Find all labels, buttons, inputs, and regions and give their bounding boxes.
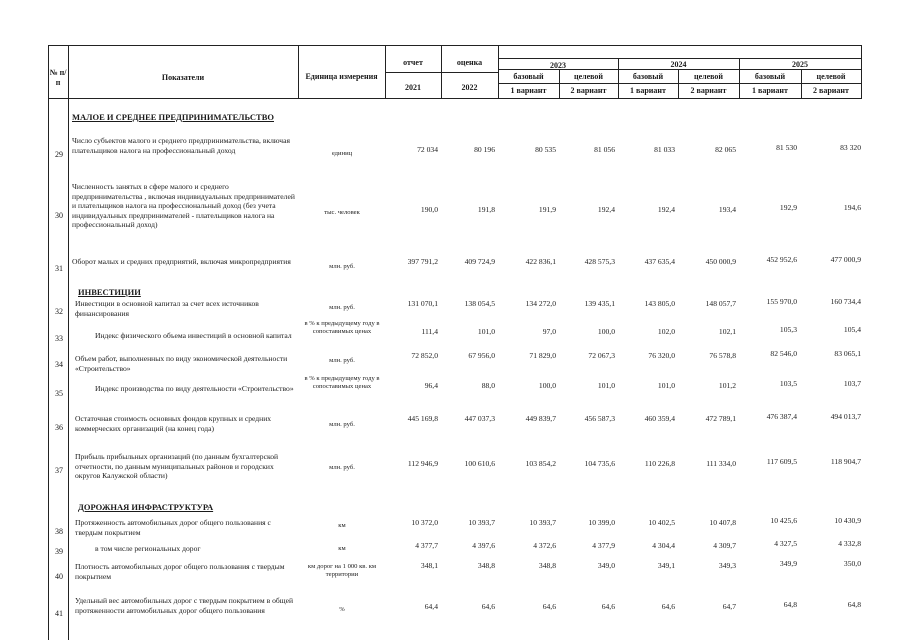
indicator-name: Удельный вес автомобильных дорог с твердым покрытием в общей протяженности автомобильных дорог общего пользования [75,596,294,615]
value-cell: 450 000,9 [705,257,736,266]
header-year-2021: 2021 [405,83,421,92]
indicator-name: Инвестиции в основной капитал за счет всех источников финансирования [75,299,259,318]
value-cell: 64,6 [481,602,495,611]
value-cell: 160 734,4 [830,297,861,306]
value-cell: 105,3 [779,325,797,334]
value-cell: 72 067,3 [588,351,615,360]
section-small-business: МАЛОЕ И СРЕДНЕЕ ПРЕДПРИНИМАТЕЛЬСТВО [72,112,274,122]
header-base-2025: базовый [754,72,786,81]
value-cell: 191,9 [538,205,556,214]
row-number: 38 [55,527,63,536]
value-cell: 111,4 [421,327,438,336]
value-cell: 101,0 [657,381,675,390]
unit-of-measure: в % к предыдущему году в сопоставимых ценах [304,375,380,390]
header-year-2024: 2024 [670,60,687,69]
row-number: 36 [55,423,63,432]
header-base-2023: базовый [513,72,544,81]
value-cell: 456 587,3 [584,414,615,423]
value-cell: 111 334,0 [706,459,736,468]
value-cell: 349,9 [779,559,797,568]
section-roads: ДОРОЖНАЯ ИНФРАСТРУКТУРА [78,502,214,512]
value-cell: 96,4 [424,381,438,390]
value-cell: 477 000,9 [830,255,861,264]
value-cell: 103,7 [843,379,861,388]
value-cell: 437 635,4 [644,257,675,266]
indicator-name: Индекс производства по виду деятельности «Строительство» [95,384,294,393]
header-var1-2023: 1 вариант [510,86,547,95]
value-cell: 409 724,9 [464,257,495,266]
value-cell: 72 852,0 [411,351,438,360]
value-cell: 190,0 [420,205,438,214]
value-cell: 348,8 [477,561,495,570]
value-cell: 10 399,0 [588,518,615,527]
value-cell: 103 854,2 [525,459,556,468]
table-border-top [48,45,862,46]
value-cell: 143 805,0 [644,299,675,308]
value-cell: 118 904,7 [830,457,861,466]
value-cell: 101,0 [597,381,615,390]
value-cell: 104 735,6 [584,459,615,468]
value-cell: 4 397,6 [472,541,495,550]
indicator-name: в том числе региональных дорог [95,544,201,553]
value-cell: 81 530 [776,143,797,152]
row-number: 41 [55,609,63,618]
header-year-2023: 2023 [550,61,566,70]
unit-of-measure: в % к предыдущему году в сопоставимых ценах [304,320,380,335]
value-cell: 76 578,8 [709,351,736,360]
value-cell: 192,9 [779,203,797,212]
unit-of-measure: млн. руб. [329,464,355,471]
row-number: 30 [55,211,63,220]
value-cell: 191,8 [477,205,495,214]
value-cell: 428 575,3 [584,257,615,266]
header-no: № п/п [49,68,67,87]
value-cell: 64,6 [661,602,675,611]
value-cell: 67 956,0 [468,351,495,360]
value-cell: 103,5 [779,379,797,388]
value-cell: 447 037,3 [464,414,495,423]
value-cell: 4 304,4 [652,541,675,550]
header-target-2025: целевой [816,72,846,81]
value-cell: 350,0 [843,559,861,568]
value-cell: 10 393,7 [468,518,495,527]
row-number: 32 [55,307,63,316]
indicator-name: Численность занятых в сфере малого и среднего предпринимательства , включая индивидуальных предпринимателей и плательщиков налога на профессиональный доход (без учета индивидуальных предпринимателей - плательщиков налога на профессиональный доход) [72,182,295,229]
value-cell: 81 056 [594,145,615,154]
value-cell: 131 070,1 [407,299,438,308]
value-cell: 134 272,0 [525,299,556,308]
unit-of-measure: единиц [331,150,353,157]
indicator-name: Оборот малых и средних предприятий, включая микропредприятия [72,257,291,266]
value-cell: 4 309,7 [713,541,736,550]
header-var1-2025: 1 вариант [752,86,788,95]
value-cell: 81 033 [654,145,675,154]
value-cell: 112 946,9 [407,459,438,468]
header-year-2022: 2022 [461,83,478,92]
value-cell: 10 430,9 [834,516,861,525]
unit-of-measure: млн. руб. [329,357,355,364]
value-cell: 348,8 [538,561,556,570]
value-cell: 192,4 [597,205,615,214]
indicator-name: Прибыль прибыльных организаций (по данным бухгалтерской отчетности, по данным муниципальных районов и городских округов Калужской области) [75,452,279,480]
value-cell: 82 065 [715,145,736,154]
value-cell: 155 970,0 [766,297,797,306]
header-border-bottom [48,98,862,99]
header-var2-2025: 2 вариант [813,86,849,95]
value-cell: 102,1 [718,327,736,336]
value-cell: 476 387,4 [766,412,797,421]
header-var1-2024: 1 вариант [630,86,666,95]
value-cell: 102,0 [657,327,675,336]
header-target-2023: целевой [573,72,604,81]
value-cell: 100,0 [538,381,556,390]
value-cell: 349,0 [597,561,615,570]
value-cell: 100,0 [597,327,615,336]
value-cell: 80 535 [535,145,556,154]
unit-of-measure: тыс. человек [324,209,360,216]
value-cell: 76 320,0 [648,351,675,360]
header-divider [498,58,862,59]
value-cell: 83 320 [840,143,861,152]
value-cell: 100 610,6 [464,459,495,468]
value-cell: 71 829,0 [529,351,556,360]
unit-of-measure: км [338,522,346,529]
row-number: 33 [55,334,63,343]
value-cell: 4 377,9 [592,541,615,550]
header-base-2024: базовый [632,72,664,81]
value-cell: 10 372,0 [411,518,438,527]
value-cell: 97,0 [542,327,556,336]
value-cell: 472 789,1 [705,414,736,423]
indicator-name: Объем работ, выполненных по виду экономической деятельности «Строительство» [75,354,288,373]
row-number: 34 [55,360,63,369]
value-cell: 10 393,7 [529,518,556,527]
value-cell: 64,6 [542,602,556,611]
unit-of-measure: км [338,545,346,552]
value-cell: 4 327,5 [774,539,797,548]
indicator-name: Протяженность автомобильных дорог общего пользования с твердым покрытием [75,518,271,537]
header-unit: Единица измерения [305,72,378,81]
value-cell: 10 425,6 [770,516,797,525]
value-cell: 110 226,8 [644,459,675,468]
unit-of-measure: млн. руб. [329,263,355,270]
value-cell: 64,8 [847,600,861,609]
row-number: 35 [55,389,63,398]
value-cell: 80 196 [474,145,495,154]
value-cell: 422 836,1 [525,257,556,266]
value-cell: 82 546,0 [770,349,797,358]
value-cell: 101,2 [718,381,736,390]
value-cell: 139 435,1 [584,299,615,308]
value-cell: 64,7 [722,602,736,611]
value-cell: 192,4 [657,205,675,214]
value-cell: 64,6 [601,602,615,611]
value-cell: 460 359,4 [644,414,675,423]
value-cell: 64,4 [424,602,438,611]
indicator-name: Число субъектов малого и среднего предпринимательства, включая плательщиков налога на профессиональный доход [72,136,290,155]
indicator-name: Индекс физического объема инвестиций в основной капитал [95,331,292,340]
value-cell: 101,0 [477,327,495,336]
value-cell: 10 402,5 [648,518,675,527]
value-cell: 72 034 [417,145,438,154]
row-number: 31 [55,264,63,273]
value-cell: 83 065,1 [834,349,861,358]
row-number: 29 [55,150,63,159]
value-cell: 138 054,5 [464,299,495,308]
header-var2-2023: 2 вариант [570,86,607,95]
value-cell: 349,1 [657,561,675,570]
value-cell: 452 952,6 [766,255,797,264]
unit-of-measure: млн. руб. [329,304,355,311]
indicator-name: Плотность автомобильных дорог общего пользования с твердым покрытием [75,562,285,581]
unit-of-measure: % [339,606,345,613]
value-cell: 397 791,2 [407,257,438,266]
value-cell: 10 407,8 [709,518,736,527]
value-cell: 494 013,7 [830,412,861,421]
value-cell: 4 377,7 [415,541,438,550]
value-cell: 105,4 [843,325,861,334]
value-cell: 193,4 [718,205,736,214]
section-investments: ИНВЕСТИЦИИ [78,287,141,297]
value-cell: 117 609,5 [766,457,797,466]
indicator-name: Остаточная стоимость основных фондов крупных и средних коммерческих организаций (на конец года) [75,414,272,433]
value-cell: 445 169,8 [407,414,438,423]
table-border-right [861,45,862,98]
header-var2-2024: 2 вариант [690,86,727,95]
header-estimate: оценка [456,58,483,67]
value-cell: 64,8 [783,600,797,609]
value-cell: 88,0 [481,381,495,390]
header-divider [498,83,862,84]
row-number: 39 [55,547,63,556]
row-number: 40 [55,572,63,581]
header-target-2024: целевой [693,72,724,81]
header-divider [385,72,498,73]
value-cell: 4 332,8 [838,539,861,548]
value-cell: 449 839,7 [525,414,556,423]
value-cell: 148 057,7 [705,299,736,308]
row-number: 37 [55,466,63,475]
value-cell: 4 372,6 [533,541,556,550]
value-cell: 349,3 [718,561,736,570]
header-report: отчет [403,58,423,67]
value-cell: 194,6 [843,203,861,212]
header-year-2025: 2025 [792,60,808,69]
header-indicator: Показатели [161,73,205,82]
value-cell: 348,1 [420,561,438,570]
unit-of-measure: км дорог на 1 000 кв. км территории [307,563,377,578]
unit-of-measure: млн. руб. [329,421,355,428]
